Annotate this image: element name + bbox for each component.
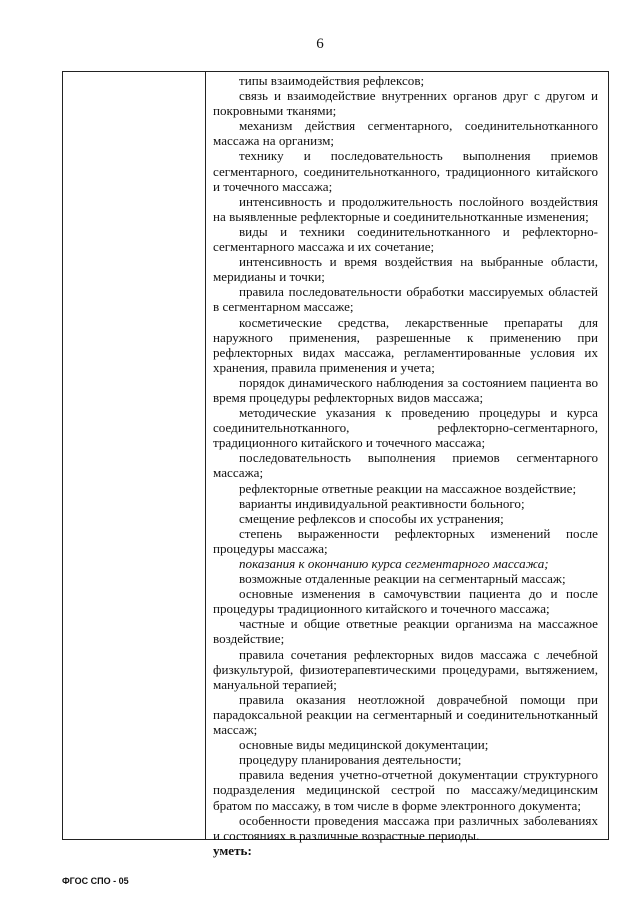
knowledge-item: порядок динамического наблюдения за состоянием пациента во время процедуры рефлекторных видов массажа; bbox=[213, 374, 598, 405]
knowledge-item: особенности проведения массажа при различных заболеваниях и состояниях в различные возрастные периоды. bbox=[213, 812, 598, 843]
knowledge-item: связь и взаимодействие внутренних органов друг с другом и покровными тканями; bbox=[213, 88, 598, 119]
knowledge-item: правила оказания неотложной доврачебной помощи при парадоксальной реакции на сегментарный и соединительнотканный массаж; bbox=[213, 691, 598, 738]
knowledge-item: показания к окончанию курса сегментарного массажа; bbox=[239, 556, 549, 571]
knowledge-item: процедуру планирования деятельности; bbox=[239, 752, 462, 768]
knowledge-item: степень выраженности рефлекторных изменений после процедуры массажа; bbox=[213, 525, 598, 556]
knowledge-item: возможные отдаленные реакции на сегментарный массаж; bbox=[239, 571, 566, 587]
knowledge-item: виды и техники соединительнотканного и рефлекторно-сегментарного массажа и их сочетание; bbox=[213, 223, 598, 255]
knowledge-item: методические указания к проведению процедуры и курса соединительнотканного, рефлекторно-сегментарного, традиционного китайского и точечного массажа; bbox=[213, 405, 598, 451]
knowledge-item: рефлекторные ответные реакции на массажное воздействие; bbox=[239, 480, 577, 496]
table-left-cell bbox=[63, 72, 206, 839]
knowledge-item: варианты индивидуальной реактивности больного; bbox=[239, 495, 525, 511]
knowledge-item: правила ведения учетно-отчетной документации структурного подразделения медицинской сестрой по массажу/медицинским братом по массажу, в том числе в форме электронного документа; bbox=[213, 767, 598, 813]
knowledge-item: интенсивность и продолжительность послойного воздействия на выявленные рефлекторные и соединительнотканные изменения; bbox=[213, 193, 598, 224]
knowledge-item: смещение рефлексов и способы их устранения; bbox=[239, 510, 504, 526]
skills-subheading: уметь: bbox=[213, 842, 252, 858]
knowledge-item: правила последовательности обработки массируемых областей в сегментарном массаже; bbox=[213, 284, 598, 315]
page-number: 6 bbox=[316, 36, 324, 52]
footer-code: ФГОС СПО - 05 bbox=[62, 876, 129, 886]
knowledge-item: основные виды медицинской документации; bbox=[239, 737, 489, 753]
knowledge-item: основные изменения в самочувствии пациента до и после процедуры традиционного китайского и точечного массажа; bbox=[213, 586, 598, 617]
competency-table bbox=[62, 71, 609, 858]
knowledge-item: типы взаимодействия рефлексов; bbox=[239, 73, 425, 88]
knowledge-item: последовательность выполнения приемов сегментарного массажа; bbox=[213, 450, 598, 481]
knowledge-item: интенсивность и время воздействия на выбранные области, меридианы и точки; bbox=[213, 254, 598, 285]
knowledge-item: механизм действия сегментарного, соединительнотканного массажа на организм; bbox=[213, 118, 598, 149]
knowledge-item: частные и общие ответные реакции организма на массажное воздействие; bbox=[213, 616, 598, 647]
knowledge-item: технику и последовательность выполнения приемов сегментарного, соединительнотканного, традиционного китайского и точечного массажа; bbox=[213, 148, 598, 194]
table-right-cell bbox=[207, 72, 608, 858]
knowledge-item: косметические средства, лекарственные препараты для наружного применения, разрешенные к применению при рефлекторных видах массажа, регламентированные условия их хранения, правила применения и учета; bbox=[213, 314, 598, 375]
knowledge-item: правила сочетания рефлекторных видов массажа с лечебной физкультурой, физиотерапевтическими процедурами, вытяжением, мануальной терапией; bbox=[213, 646, 598, 692]
